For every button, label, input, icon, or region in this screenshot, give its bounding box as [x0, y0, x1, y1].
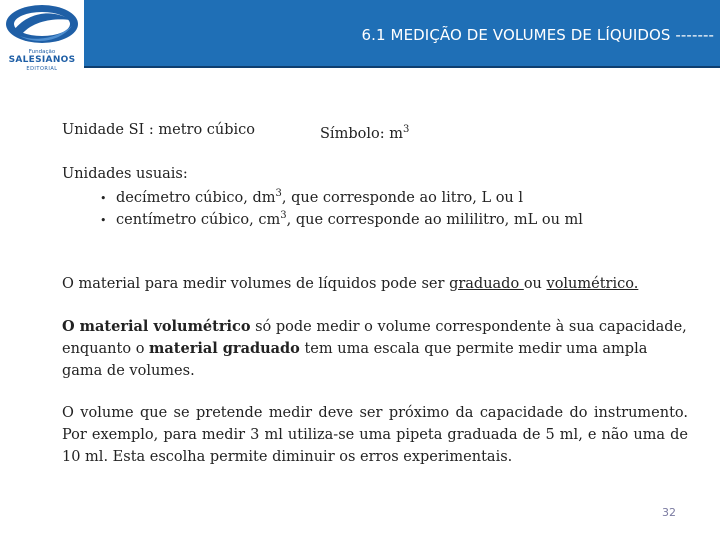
item-rest: , que corresponde ao litro, L ou l [281, 189, 524, 206]
para2-bold-2: material graduado [149, 340, 300, 357]
page-title: 6.1 MEDIÇÃO DE VOLUMES DE LÍQUIDOS ------- [361, 26, 714, 44]
list-item [100, 206, 583, 231]
volumetrico-link[interactable]: volumétrico. [546, 276, 639, 292]
para2-bold-1: O material volumétrico [62, 318, 251, 335]
page-number: 32 [662, 506, 676, 519]
logo-line-2: SALESIANOS [8, 55, 76, 65]
salesianos-logo [0, 0, 84, 78]
para2-text-1: só pode medir o volume correspondente à sua capacidade, enquanto o [62, 319, 687, 357]
si-symbol-label: Símbolo: m [320, 125, 403, 142]
item-rest: , que corresponde ao mililitro, mL ou ml [286, 211, 583, 228]
header-rule [84, 66, 720, 68]
para1-mid: ou [523, 276, 547, 292]
item-sup: 3 [275, 188, 282, 199]
paragraph-material [62, 273, 688, 295]
paragraph-example: O volume que se pretende medir deve ser próximo da capacidade do instrumento. Por exemplo, para medir 3 ml utiliza-se uma pipeta graduada de 5 ml, e não uma de 10 ml. Esta escolha permite diminuir os erros experimentais. [62, 405, 688, 465]
logo-emblem-icon [0, 0, 84, 56]
si-symbol-text [320, 120, 409, 144]
si-symbol-sup: 3 [402, 124, 410, 135]
paragraph-volumetric [62, 316, 688, 382]
logo-line-3: EDITORIAL [26, 66, 58, 72]
graduado-link[interactable]: graduado [449, 276, 524, 292]
si-unit-text: Unidade SI : metro cúbico [62, 122, 256, 138]
usual-units-title: Unidades usuais: [62, 166, 188, 182]
item-name: decímetro cúbico, dm [116, 189, 276, 206]
item-name: centímetro cúbico, cm [116, 211, 281, 228]
bullet-icon: • [100, 191, 107, 205]
para1-pre: O material para medir volumes de líquidos pode ser [62, 276, 450, 292]
item-sup: 3 [280, 210, 287, 221]
bullet-icon: • [100, 213, 107, 227]
para2-text-2: tem uma escala que permite medir uma ampla gama de volumes. [62, 341, 648, 379]
logo-line-1: Fundação [28, 49, 56, 55]
